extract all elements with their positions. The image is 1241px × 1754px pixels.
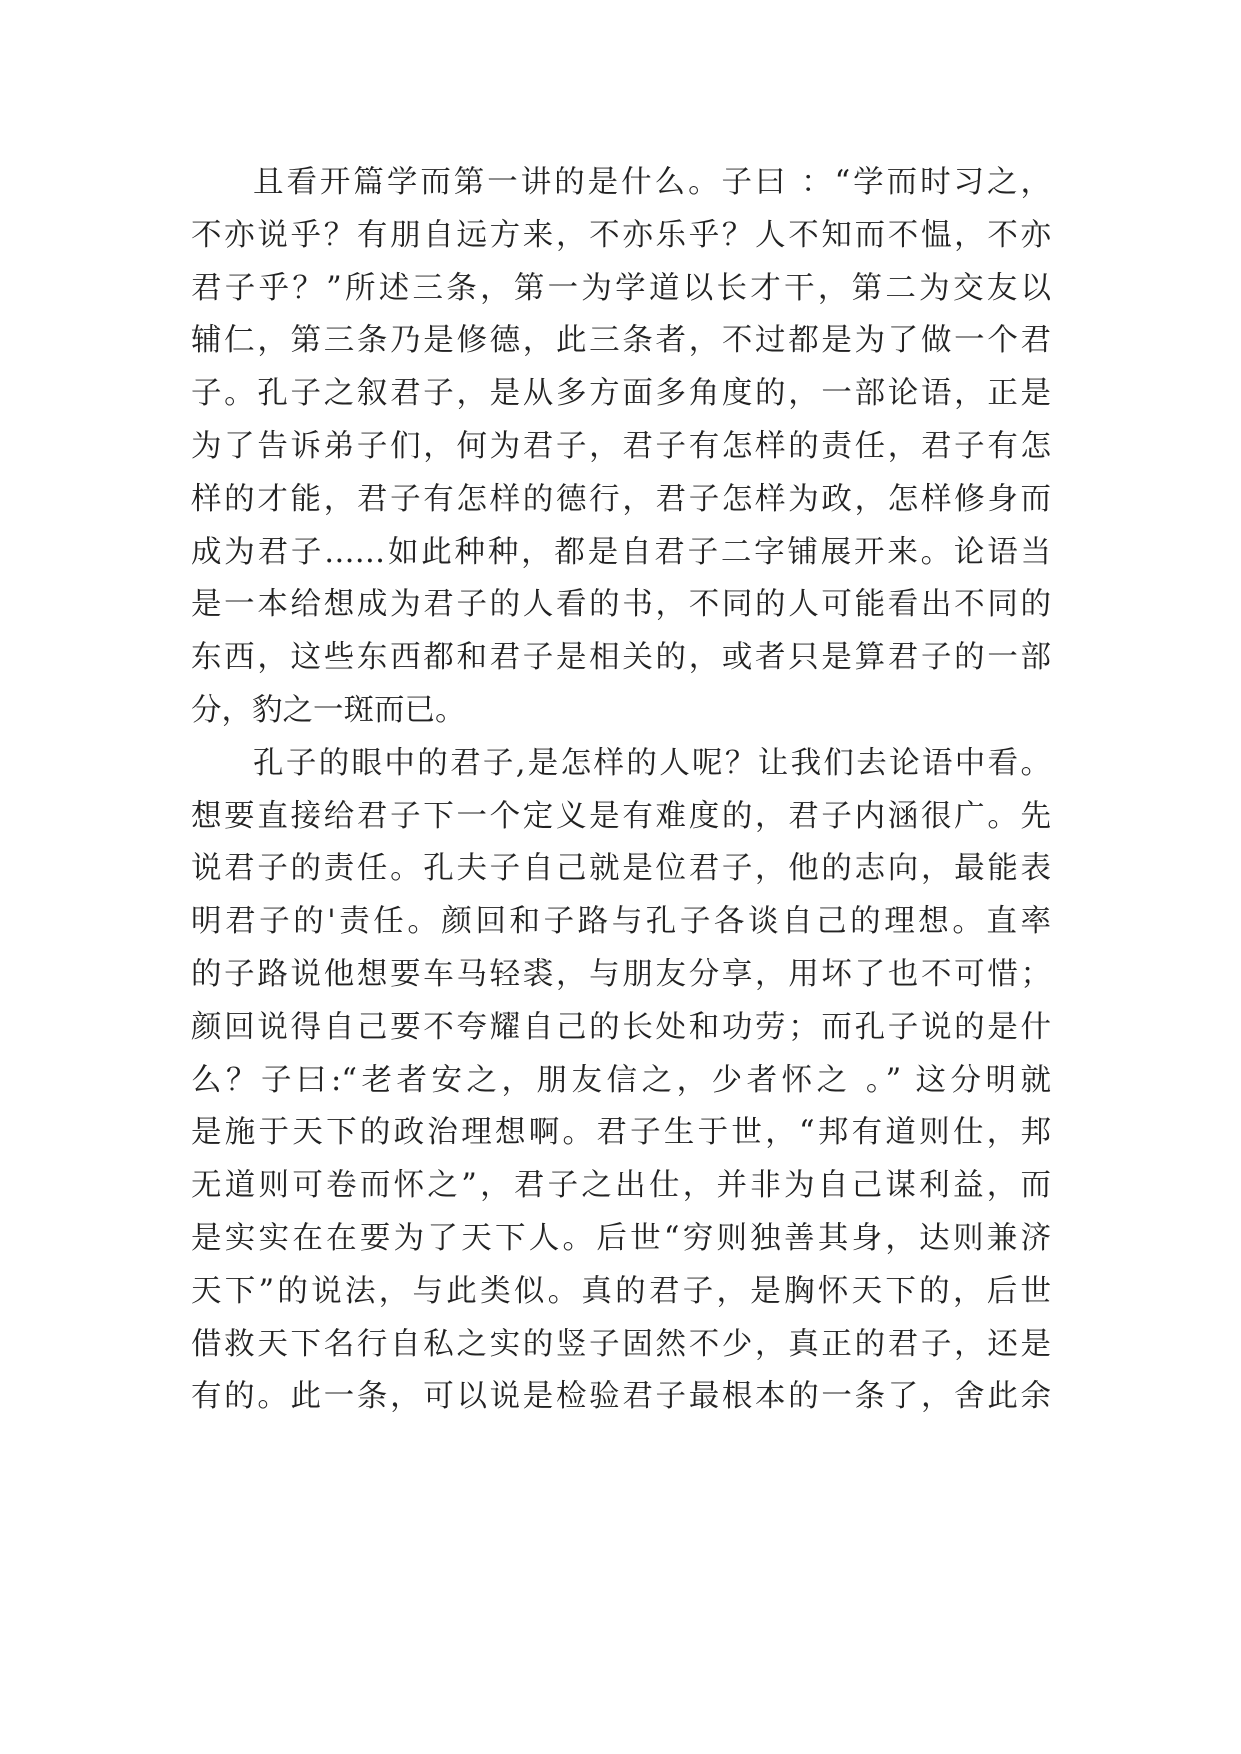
paragraph-1-line-6: 为了告诉弟子们，何为君子，君子有怎样的责任，君子有怎 (191, 428, 1051, 464)
paragraph-2-line-4: 明君子的'责任。颜回和子路与孔子各谈自己的理想。直率 (191, 904, 1051, 940)
paragraph-1-line-9: 是一本给想成为君子的人看的书，不同的人可能看出不同的 (191, 587, 1051, 623)
paragraph-1-line-7: 样的才能，君子有怎样的德行，君子怎样为政，怎样修身而 (191, 481, 1051, 517)
paragraph-2-line-2: 想要直接给君子下一个定义是有难度的，君子内涵很广。先 (191, 798, 1051, 834)
paragraph-2-line-6: 颜回说得自己要不夸耀自己的长处和功劳；而孔子说的是什 (191, 1009, 1051, 1045)
paragraph-2-line-8: 是施于天下的政治理想啊。君子生于世，“邦有道则仕，邦 (191, 1115, 1051, 1151)
paragraph-1-line-4: 辅仁，第三条乃是修德，此三条者，不过都是为了做一个君 (191, 323, 1051, 359)
paragraph-1-line-2: 不亦说乎？有朋自远方来，不亦乐乎？人不知而不愠，不亦 (191, 217, 1051, 253)
paragraph-2-line-1: 孔子的眼中的君子,是怎样的人呢？让我们去论语中看。 (253, 745, 1051, 781)
paragraph-2-line-9: 无道则可卷而怀之”，君子之出仕，并非为自己谋利益，而 (191, 1168, 1051, 1204)
body-text (191, 157, 1051, 1424)
paragraph-1-line-1: 且看开篇学而第一讲的是什么。子曰 ：“学而时习之， (253, 165, 1051, 200)
paragraph-1-line-10: 东西，这些东西都和君子是相关的，或者只是算君子的一部 (191, 640, 1051, 676)
paragraph-2-line-11: 天下”的说法，与此类似。真的君子，是胸怀天下的，后世 (191, 1273, 1051, 1309)
paragraph-1-line-8: 成为君子……如此种种，都是自君子二字铺展开来。论语当 (191, 534, 1051, 570)
paragraph-2-line-3: 说君子的责任。孔夫子自己就是位君子，他的志向，最能表 (191, 851, 1051, 887)
paragraph-1-line-5: 子。孔子之叙君子，是从多方面多角度的，一部论语，正是 (191, 376, 1051, 412)
paragraph-2-line-13: 有的。此一条，可以说是检验君子最根本的一条了，舍此余 (191, 1379, 1051, 1415)
paragraph-1-line-3: 君子乎？”所述三条，第一为学道以长才干，第二为交友以 (191, 270, 1051, 306)
paragraph-2-line-12: 借救天下名行自私之实的竖子固然不少，真正的君子，还是 (191, 1326, 1051, 1362)
paragraph-2-line-5: 的子路说他想要车马轻裘，与朋友分享，用坏了也不可惜； (191, 956, 1051, 992)
paragraph-2-line-7: 么？子曰:“老者安之，朋友信之，少者怀之 。” 这分明就 (191, 1062, 1051, 1098)
paragraph-2-line-10: 是实实在在要为了天下人。后世“穷则独善其身，达则兼济 (191, 1220, 1051, 1256)
paragraph-1-line-11: 分，豹之一斑而已。 (191, 692, 466, 728)
